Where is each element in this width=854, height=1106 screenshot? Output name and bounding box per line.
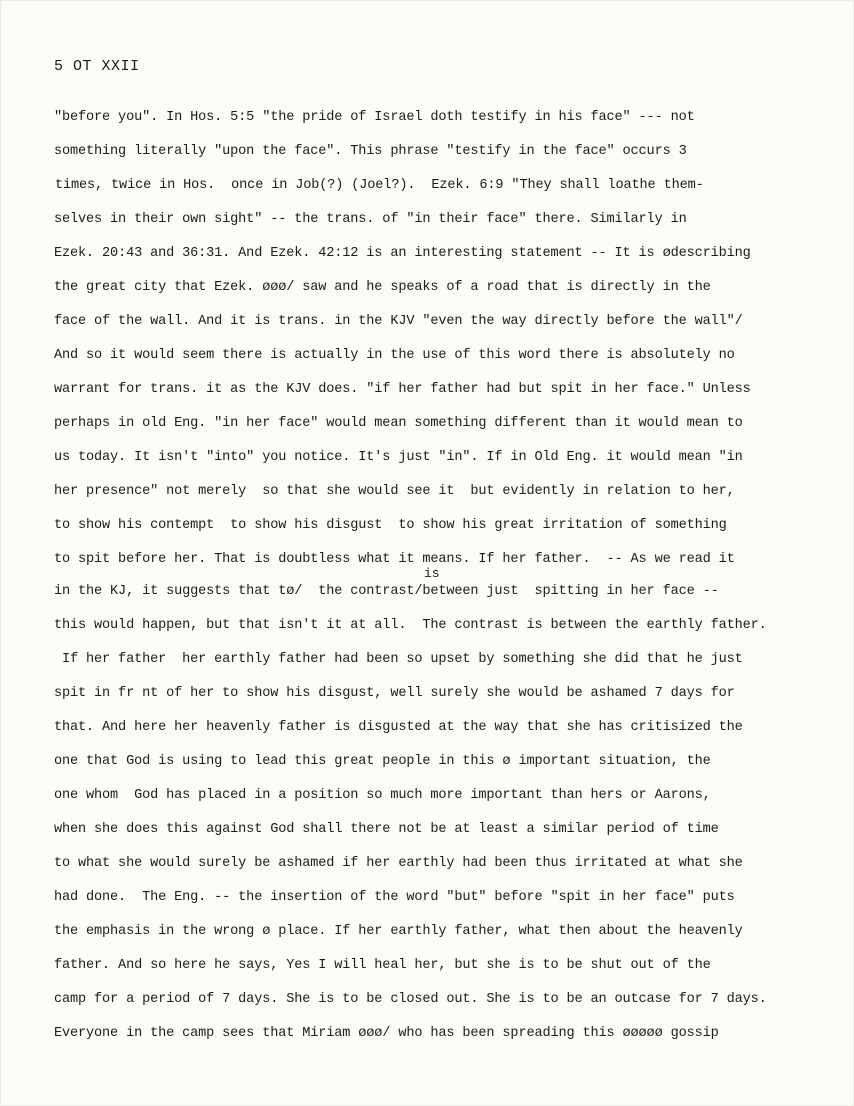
text-line: when she does this against God shall there not be at least a similar period of time — [54, 822, 719, 837]
text-line: in the KJ, it suggests that tø/ the contrast/between just spitting in her face -- — [54, 584, 719, 599]
text-line: to show his contempt to show his disgust to show his great irritation of something — [54, 518, 727, 533]
text-line: that. And here her heavenly father is disgusted at the way that she has critisized the — [54, 720, 743, 735]
text-line: the great city that Ezek. øøø/ saw and he speaks of a road that is directly in the — [54, 280, 711, 295]
text-line: had done. The Eng. -- the insertion of the word "but" before "spit in her face" puts — [54, 890, 735, 905]
text-line: this would happen, but that isn't it at all. The contrast is between the earthly father. — [54, 618, 767, 633]
text-line: Everyone in the camp sees that Miriam øøø/ who has been spreading this øøøøø gossip — [54, 1026, 719, 1041]
text-line: face of the wall. And it is trans. in the KJV "even the way directly before the wall"/ — [54, 314, 743, 329]
text-line: her presence" not merely so that she would see it but evidently in relation to her, — [54, 484, 735, 499]
text-line: one whom God has placed in a position so much more important than hers or Aarons, — [54, 788, 711, 803]
text-line: us today. It isn't "into" you notice. It's just "in". If in Old Eng. it would mean "in — [54, 450, 743, 465]
text-line: warrant for trans. it as the KJV does. "if her father had but spit in her face." Unless — [54, 382, 751, 397]
text-line: father. And so here he says, Yes I will heal her, but she is to be shut out of the — [54, 958, 711, 973]
text-line: one that God is using to lead this great people in this ø important situation, the — [54, 754, 711, 769]
text-line: the emphasis in the wrong ø place. If her earthly father, what then about the heavenly — [54, 924, 743, 939]
text-line: "before you". In Hos. 5:5 "the pride of Israel doth testify in his face" --- not — [54, 110, 695, 125]
text-line: selves in their own sight" -- the trans. of "in their face" there. Similarly in — [54, 212, 687, 227]
text-line: to spit before her. That is doubtless what it means. If her father. -- As we read it — [54, 552, 735, 567]
text-line: camp for a period of 7 days. She is to be closed out. She is to be an outcase for 7 days. — [54, 992, 767, 1007]
text-line: spit in fr nt of her to show his disgust, well surely she would be ashamed 7 days for — [54, 686, 735, 701]
text-line: times, twice in Hos. once in Job(?) (Joel?). Ezek. 6:9 "They shall loathe them- — [55, 178, 704, 193]
page-header: 5 OT XXII — [54, 58, 140, 75]
text-line: something literally "upon the face". This phrase "testify in the face" occurs 3 — [54, 144, 687, 159]
text-line: If her father her earthly father had been so upset by something she did that he just — [54, 652, 743, 667]
text-line: to what she would surely be ashamed if her earthly had been thus irritated at what she — [54, 856, 743, 871]
interlinear-insertion: is — [424, 566, 440, 581]
text-line: perhaps in old Eng. "in her face" would mean something different than it would mean to — [54, 416, 743, 431]
text-line: And so it would seem there is actually in the use of this word there is absolutely no — [54, 348, 735, 363]
text-line: Ezek. 20:43 and 36:31. And Ezek. 42:12 is an interesting statement -- It is ødescribing — [54, 246, 751, 261]
